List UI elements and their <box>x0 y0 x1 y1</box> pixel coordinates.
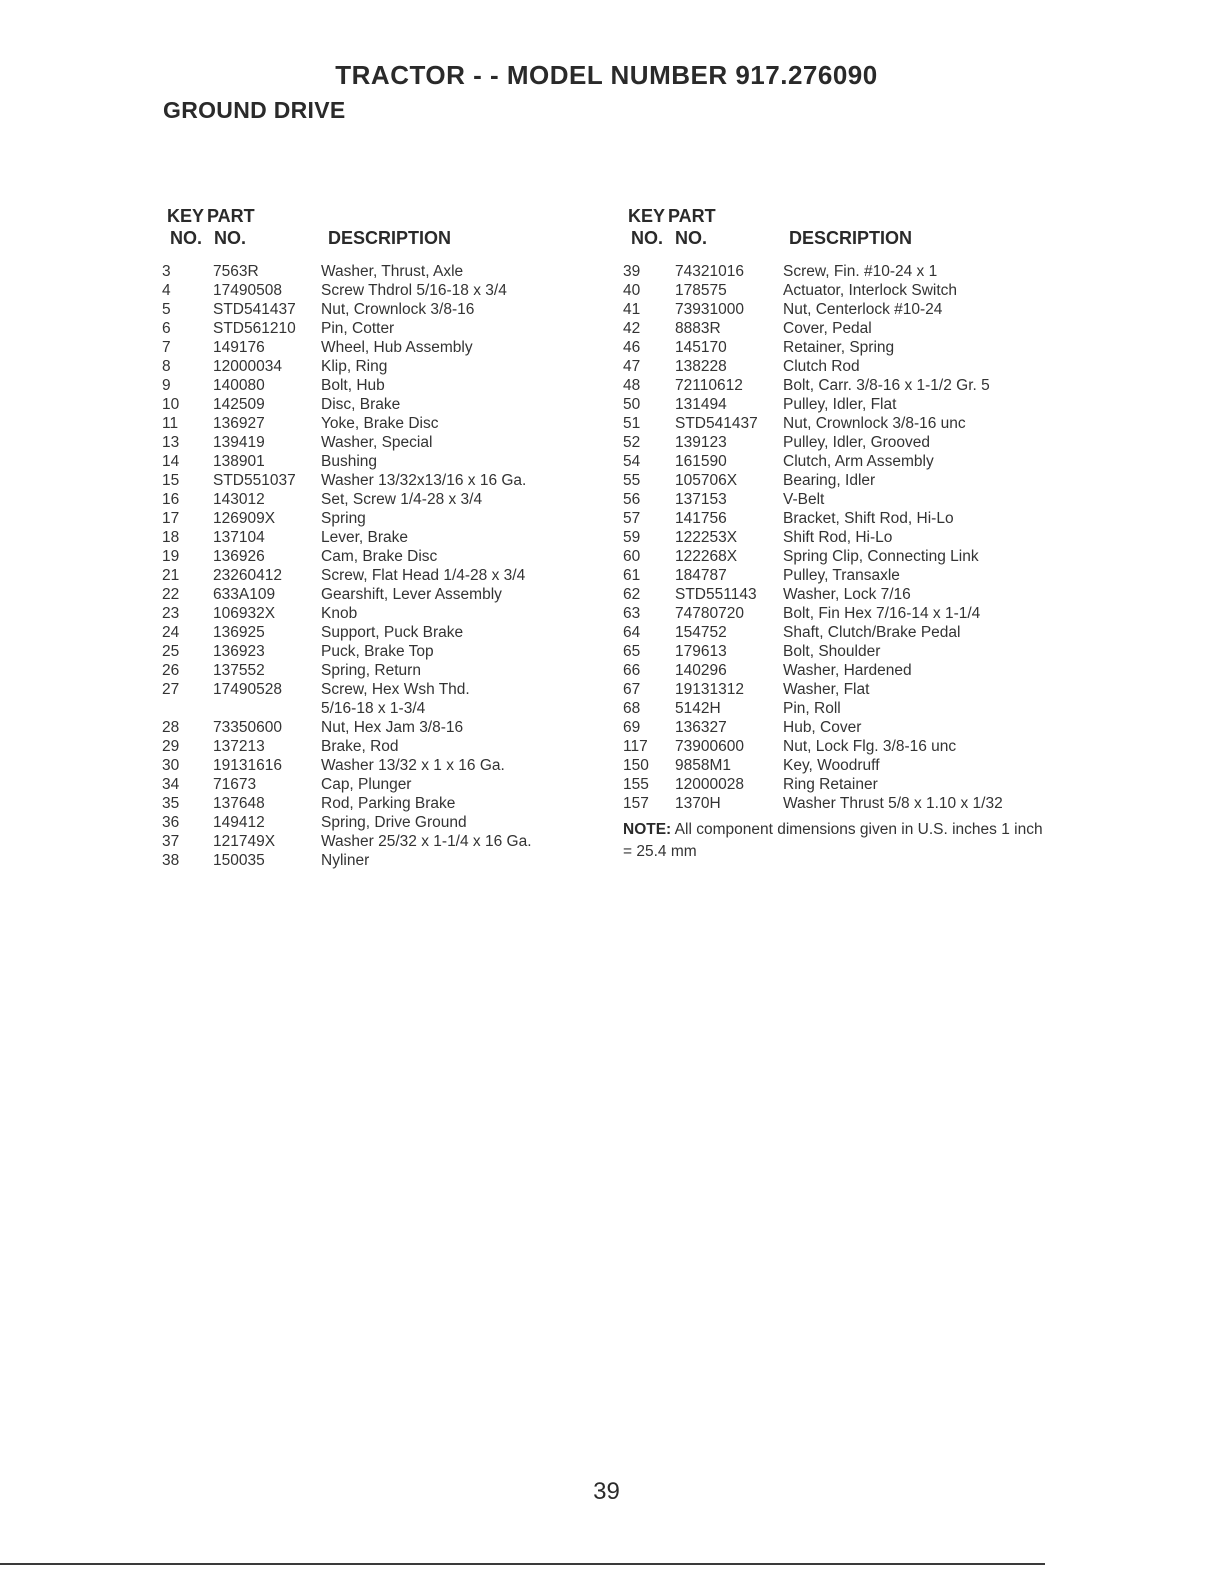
part-no-cell: 161590 <box>675 453 727 470</box>
table-row <box>623 642 1043 661</box>
parts-table-right <box>623 206 1043 863</box>
part-no-cell: 137648 <box>213 795 265 812</box>
description-cell: Support, Puck Brake <box>321 624 464 641</box>
key-no-cell: 22 <box>162 586 180 603</box>
part-no-cell: 7563R <box>213 263 259 280</box>
key-no-cell: 150 <box>623 757 649 774</box>
part-no-cell: 149412 <box>213 814 265 831</box>
table-row <box>162 604 582 623</box>
description-cell: Cam, Brake Disc <box>321 548 438 565</box>
description-cell: Wheel, Hub Assembly <box>321 339 473 356</box>
description-cell: Washer, Flat <box>783 681 870 698</box>
table-row <box>623 623 1043 642</box>
key-no-cell: 41 <box>623 301 641 318</box>
table-row <box>162 319 582 338</box>
description-cell: Knob <box>321 605 358 622</box>
part-no-cell: 71673 <box>213 776 257 793</box>
table-row <box>162 718 582 737</box>
key-no-cell: 47 <box>623 358 641 375</box>
table-row <box>162 585 582 604</box>
page-title: TRACTOR - - MODEL NUMBER 917.276090 <box>335 60 878 90</box>
part-no-cell: 74321016 <box>675 263 744 280</box>
key-no-cell: 157 <box>623 795 649 812</box>
part-no-cell: 137552 <box>213 662 265 679</box>
description-cell: Puck, Brake Top <box>321 643 434 660</box>
key-no-cell: 37 <box>162 833 180 850</box>
description-cell: Clutch Rod <box>783 358 860 375</box>
page-number: 39 <box>593 1478 620 1505</box>
part-no-cell: 145170 <box>675 339 727 356</box>
parts-rows-left <box>162 262 582 870</box>
description-cell: Bolt, Fin Hex 7/16-14 x 1-1/4 <box>783 605 981 622</box>
table-row <box>623 699 1043 718</box>
table-row <box>623 433 1043 452</box>
description-cell: Key, Woodruff <box>783 757 880 774</box>
part-no-cell: 139419 <box>213 434 265 451</box>
part-no-cell: STD551143 <box>675 586 757 603</box>
header-key: KEY <box>167 206 205 226</box>
description-cell: Shaft, Clutch/Brake Pedal <box>783 624 961 641</box>
part-no-cell: 149176 <box>213 339 265 356</box>
table-row <box>623 281 1043 300</box>
description-cell: Pulley, Transaxle <box>783 567 900 584</box>
key-no-cell: 42 <box>623 320 641 337</box>
table-row <box>162 566 582 585</box>
key-no-cell: 4 <box>162 282 171 299</box>
table-row <box>162 281 582 300</box>
part-no-cell: 73900600 <box>675 738 744 755</box>
description-cell: Brake, Rod <box>321 738 399 755</box>
description-cell: Nut, Crownlock 3/8-16 <box>321 301 475 318</box>
part-no-cell: 8883R <box>675 320 721 337</box>
description-cell: 5/16-18 x 1-3/4 <box>321 700 426 717</box>
table-row <box>162 547 582 566</box>
part-no-cell: 139123 <box>675 434 727 451</box>
key-no-cell: 15 <box>162 472 180 489</box>
key-no-cell: 10 <box>162 396 180 413</box>
description-cell: Set, Screw 1/4-28 x 3/4 <box>321 491 483 508</box>
key-no-cell: 64 <box>623 624 641 641</box>
key-no-cell: 5 <box>162 301 171 318</box>
table-row <box>623 471 1043 490</box>
part-no-cell: 141756 <box>675 510 727 527</box>
key-no-cell: 24 <box>162 624 180 641</box>
table-row <box>162 300 582 319</box>
table-row <box>623 357 1043 376</box>
table-row <box>162 699 582 718</box>
note-label: NOTE: <box>623 821 672 838</box>
key-no-cell: 69 <box>623 719 641 736</box>
table-header <box>623 206 1043 262</box>
key-no-cell: 21 <box>162 567 180 584</box>
table-row <box>162 471 582 490</box>
description-cell: Washer 25/32 x 1-1/4 x 16 Ga. <box>321 833 532 850</box>
table-row <box>623 794 1043 813</box>
part-no-cell: 19131312 <box>675 681 744 698</box>
key-no-cell: 23 <box>162 605 180 622</box>
description-cell: Nyliner <box>321 852 370 869</box>
key-no-cell: 54 <box>623 453 641 470</box>
table-row <box>162 528 582 547</box>
part-no-cell: 121749X <box>213 833 276 850</box>
description-cell: V-Belt <box>783 491 825 508</box>
key-no-cell: 19 <box>162 548 180 565</box>
key-no-cell: 56 <box>623 491 641 508</box>
key-no-cell: 34 <box>162 776 180 793</box>
parts-rows-right <box>623 262 1043 813</box>
description-cell: Nut, Crownlock 3/8-16 unc <box>783 415 966 432</box>
header-description: DESCRIPTION <box>328 228 452 248</box>
description-cell: Bolt, Hub <box>321 377 385 394</box>
description-cell: Washer 13/32 x 1 x 16 Ga. <box>321 757 505 774</box>
key-no-cell: 29 <box>162 738 180 755</box>
key-no-cell: 61 <box>623 567 641 584</box>
key-no-cell: 52 <box>623 434 641 451</box>
part-no-cell: 122268X <box>675 548 738 565</box>
description-cell: Spring, Return <box>321 662 421 679</box>
key-no-cell: 66 <box>623 662 641 679</box>
table-row <box>162 338 582 357</box>
description-cell: Yoke, Brake Disc <box>321 415 439 432</box>
part-no-cell: 137153 <box>675 491 727 508</box>
table-row <box>623 414 1043 433</box>
table-row <box>162 756 582 775</box>
table-row <box>623 490 1043 509</box>
part-no-cell: 140296 <box>675 662 727 679</box>
description-cell: Nut, Lock Flg. 3/8-16 unc <box>783 738 957 755</box>
header-key-no: NO. <box>170 228 203 248</box>
description-cell: Gearshift, Lever Assembly <box>321 586 502 603</box>
key-no-cell: 27 <box>162 681 180 698</box>
table-row <box>623 756 1043 775</box>
part-no-cell: STD541437 <box>213 301 296 318</box>
description-cell: Ring Retainer <box>783 776 878 793</box>
description-cell: Bushing <box>321 453 378 470</box>
key-no-cell: 39 <box>623 263 641 280</box>
description-cell: Pin, Roll <box>783 700 841 717</box>
table-row <box>623 452 1043 471</box>
description-cell: Washer, Hardened <box>783 662 912 679</box>
key-no-cell: 8 <box>162 358 171 375</box>
part-no-cell: 143012 <box>213 491 265 508</box>
description-cell: Nut, Centerlock #10-24 <box>783 301 943 318</box>
part-no-cell: 17490508 <box>213 282 282 299</box>
part-no-cell: 72110612 <box>675 377 743 394</box>
key-no-cell: 51 <box>623 415 641 432</box>
part-no-cell: 106932X <box>213 605 276 622</box>
description-cell: Retainer, Spring <box>783 339 895 356</box>
key-no-cell: 68 <box>623 700 641 717</box>
description-cell: Pin, Cotter <box>321 320 395 337</box>
part-no-cell: 184787 <box>675 567 727 584</box>
parts-table-left <box>162 206 582 870</box>
description-cell: Cover, Pedal <box>783 320 872 337</box>
part-no-cell: 23260412 <box>213 567 282 584</box>
key-no-cell: 46 <box>623 339 641 356</box>
table-row <box>162 813 582 832</box>
description-cell: Screw, Flat Head 1/4-28 x 3/4 <box>321 567 526 584</box>
part-no-cell: 131494 <box>675 396 727 413</box>
table-row <box>162 357 582 376</box>
header-part: PART <box>207 206 255 226</box>
part-no-cell: 136925 <box>213 624 265 641</box>
part-no-cell: 1370H <box>675 795 721 812</box>
description-cell: Nut, Hex Jam 3/8-16 <box>321 719 464 736</box>
part-no-cell: STD551037 <box>213 472 296 489</box>
description-cell: Washer, Thrust, Axle <box>321 263 464 280</box>
description-cell: Washer 13/32x13/16 x 16 Ga. <box>321 472 527 489</box>
table-row <box>162 433 582 452</box>
part-no-cell: 5142H <box>675 700 721 717</box>
table-row <box>162 661 582 680</box>
description-cell: Klip, Ring <box>321 358 388 375</box>
table-row <box>623 395 1043 414</box>
part-no-cell: 17490528 <box>213 681 282 698</box>
description-cell: Pulley, Idler, Flat <box>783 396 897 413</box>
description-cell: Spring Clip, Connecting Link <box>783 548 979 565</box>
description-cell: Screw Thdrol 5/16-18 x 3/4 <box>321 282 507 299</box>
table-row <box>623 338 1043 357</box>
key-no-cell: 67 <box>623 681 641 698</box>
table-row <box>623 547 1043 566</box>
description-cell: Screw, Fin. #10-24 x 1 <box>783 263 938 280</box>
part-no-cell: 137104 <box>213 529 265 546</box>
key-no-cell: 48 <box>623 377 641 394</box>
table-row <box>162 262 582 281</box>
table-row <box>623 775 1043 794</box>
header-part-no: NO. <box>675 228 708 248</box>
key-no-cell: 36 <box>162 814 180 831</box>
part-no-cell: 136327 <box>675 719 727 736</box>
key-no-cell: 155 <box>623 776 649 793</box>
table-row <box>162 832 582 851</box>
part-no-cell: 178575 <box>675 282 727 299</box>
description-cell: Clutch, Arm Assembly <box>783 453 934 470</box>
description-cell: Bearing, Idler <box>783 472 876 489</box>
table-row <box>162 851 582 870</box>
part-no-cell: 136927 <box>213 415 265 432</box>
table-row <box>162 376 582 395</box>
description-cell: Shift Rod, Hi-Lo <box>783 529 893 546</box>
key-no-cell: 6 <box>162 320 171 337</box>
description-cell: Bolt, Carr. 3/8-16 x 1-1/2 Gr. 5 <box>783 377 990 394</box>
key-no-cell: 55 <box>623 472 641 489</box>
description-cell: Hub, Cover <box>783 719 862 736</box>
table-row <box>623 661 1043 680</box>
part-no-cell: 12000034 <box>213 358 282 375</box>
part-no-cell: 12000028 <box>675 776 744 793</box>
table-row <box>623 376 1043 395</box>
key-no-cell: 38 <box>162 852 180 869</box>
table-row <box>162 680 582 699</box>
table-row <box>623 680 1043 699</box>
part-no-cell: 633A109 <box>213 586 276 603</box>
table-row <box>623 718 1043 737</box>
table-row <box>623 300 1043 319</box>
part-no-cell: 142509 <box>213 396 265 413</box>
part-no-cell: 137213 <box>213 738 265 755</box>
key-no-cell: 3 <box>162 263 171 280</box>
key-no-cell: 65 <box>623 643 641 660</box>
key-no-cell: 7 <box>162 339 171 356</box>
table-row <box>623 585 1043 604</box>
description-cell: Disc, Brake <box>321 396 401 413</box>
part-no-cell: 9858M1 <box>675 757 732 774</box>
part-no-cell: 126909X <box>213 510 276 527</box>
key-no-cell: 117 <box>623 738 648 755</box>
description-cell: Actuator, Interlock Switch <box>783 282 958 299</box>
table-row <box>162 490 582 509</box>
table-row <box>162 414 582 433</box>
table-row <box>162 794 582 813</box>
part-no-cell: STD561210 <box>213 320 296 337</box>
description-cell: Washer Thrust 5/8 x 1.10 x 1/32 <box>783 795 1003 812</box>
dimension-note <box>623 819 1043 863</box>
table-row <box>162 642 582 661</box>
footer-rule <box>0 1563 1045 1565</box>
table-row <box>623 319 1043 338</box>
part-no-cell: 138228 <box>675 358 727 375</box>
header-key-no: NO. <box>631 228 664 248</box>
table-row <box>623 566 1043 585</box>
part-no-cell: 138901 <box>213 453 265 470</box>
part-no-cell: 179613 <box>675 643 727 660</box>
table-row <box>162 623 582 642</box>
part-no-cell: 105706X <box>675 472 738 489</box>
part-no-cell: 154752 <box>675 624 727 641</box>
key-no-cell: 35 <box>162 795 180 812</box>
description-cell: Pulley, Idler, Grooved <box>783 434 931 451</box>
header-key: KEY <box>628 206 666 226</box>
header-part-no: NO. <box>214 228 247 248</box>
key-no-cell: 16 <box>162 491 180 508</box>
description-cell: Rod, Parking Brake <box>321 795 456 812</box>
description-cell: Spring <box>321 510 366 527</box>
description-cell: Bolt, Shoulder <box>783 643 881 660</box>
section-title: GROUND DRIVE <box>163 97 346 123</box>
key-no-cell: 14 <box>162 453 180 470</box>
table-row <box>162 509 582 528</box>
key-no-cell: 62 <box>623 586 641 603</box>
part-no-cell: 74780720 <box>675 605 744 622</box>
part-no-cell: 19131616 <box>213 757 282 774</box>
description-cell: Lever, Brake <box>321 529 409 546</box>
note-text: All component dimensions given in U.S. inches 1 inch = 25.4 mm <box>623 821 1043 860</box>
part-no-cell: 136923 <box>213 643 265 660</box>
key-no-cell: 26 <box>162 662 180 679</box>
key-no-cell: 9 <box>162 377 171 394</box>
part-no-cell: 73931000 <box>675 301 744 318</box>
part-no-cell: 73350600 <box>213 719 282 736</box>
table-row <box>623 604 1043 623</box>
key-no-cell: 18 <box>162 529 180 546</box>
table-row <box>162 452 582 471</box>
key-no-cell: 25 <box>162 643 180 660</box>
table-row <box>623 737 1043 756</box>
table-row <box>162 775 582 794</box>
key-no-cell: 60 <box>623 548 641 565</box>
key-no-cell: 17 <box>162 510 180 527</box>
key-no-cell: 30 <box>162 757 180 774</box>
table-row <box>623 528 1043 547</box>
key-no-cell: 50 <box>623 396 641 413</box>
header-part: PART <box>668 206 716 226</box>
description-cell: Washer, Special <box>321 434 433 451</box>
description-cell: Spring, Drive Ground <box>321 814 467 831</box>
key-no-cell: 63 <box>623 605 641 622</box>
part-no-cell: 136926 <box>213 548 265 565</box>
table-header <box>162 206 582 262</box>
table-row <box>623 262 1043 281</box>
key-no-cell: 40 <box>623 282 641 299</box>
description-cell: Screw, Hex Wsh Thd. <box>321 681 470 698</box>
key-no-cell: 13 <box>162 434 180 451</box>
table-row <box>162 395 582 414</box>
description-cell: Washer, Lock 7/16 <box>783 586 911 603</box>
key-no-cell: 59 <box>623 529 641 546</box>
part-no-cell: STD541437 <box>675 415 758 432</box>
part-no-cell: 122253X <box>675 529 738 546</box>
key-no-cell: 28 <box>162 719 180 736</box>
part-no-cell: 150035 <box>213 852 265 869</box>
description-cell: Bracket, Shift Rod, Hi-Lo <box>783 510 954 527</box>
part-no-cell: 140080 <box>213 377 265 394</box>
table-row <box>162 737 582 756</box>
key-no-cell: 11 <box>162 415 179 432</box>
key-no-cell: 57 <box>623 510 641 527</box>
header-description: DESCRIPTION <box>789 228 913 248</box>
table-row <box>623 509 1043 528</box>
description-cell: Cap, Plunger <box>321 776 412 793</box>
